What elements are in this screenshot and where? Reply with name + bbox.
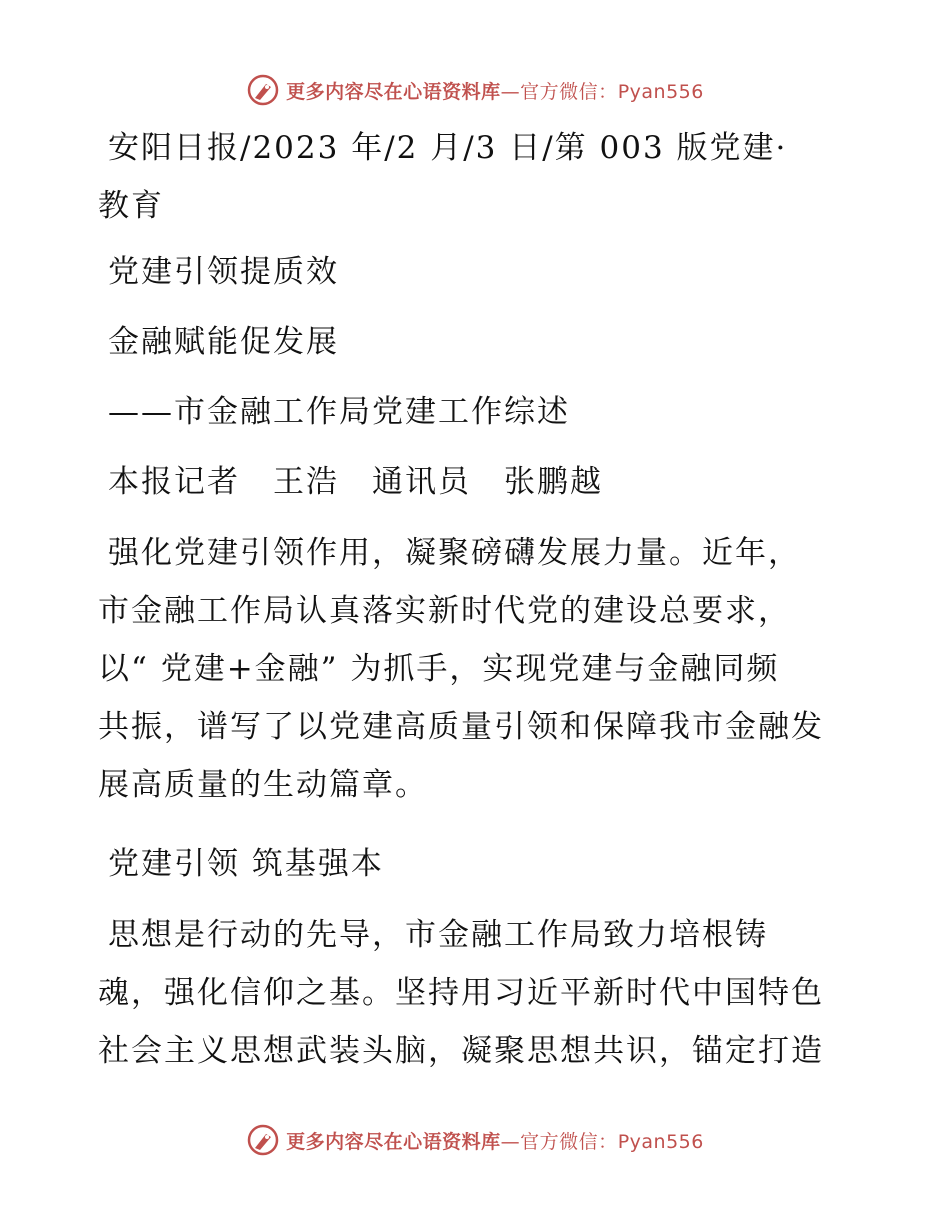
- watermark-separator: —: [500, 80, 521, 103]
- section-heading: 党建引领 筑基强本: [108, 846, 384, 882]
- watermark-label: 官方微信：: [520, 80, 618, 103]
- watermark-brand: 更多内容尽在心语资料库: [286, 80, 501, 103]
- watermark-separator: —: [500, 1130, 521, 1153]
- paragraph-1-line: 强化党建引领作用，凝聚磅礴发展力量。近年，: [108, 535, 801, 571]
- article-body: [98, 128, 858, 1110]
- headline-1: 党建引领提质效: [108, 254, 339, 290]
- source-line-1: 安阳日报/2023 年/2 月/3 日/第 003 版党建·: [108, 130, 788, 166]
- source-line-2: 教育: [98, 188, 164, 224]
- watermark-bottom: [0, 1120, 950, 1160]
- byline: 本报记者 王浩 通讯员 张鹏越: [108, 464, 603, 500]
- headline-2: 金融赋能促发展: [108, 324, 339, 360]
- paragraph-2: [98, 906, 858, 1080]
- pen-nib-circle-icon: [246, 73, 280, 107]
- pen-nib-circle-icon: [246, 1123, 280, 1157]
- watermark-text: [286, 1127, 704, 1154]
- paragraph-1-line: 共振，谱写了以党建高质量引领和保障我市金融发: [98, 709, 824, 745]
- paragraph-1-line: 以“ 党建+金融” 为抓手，实现党建与金融同频: [98, 651, 780, 687]
- paragraph-1-line: 市金融工作局认真落实新时代党的建设总要求，: [98, 593, 791, 629]
- paragraph-1: [98, 524, 858, 814]
- watermark-brand: 更多内容尽在心语资料库: [286, 1130, 501, 1153]
- watermark-text: [286, 77, 704, 104]
- paragraph-1-line: 展高质量的生动篇章。: [98, 767, 428, 803]
- watermark-account: Pyan556: [617, 80, 704, 103]
- watermark-top: [0, 70, 950, 110]
- paragraph-2-line: 思想是行动的先导，市金融工作局致力培根铸: [108, 917, 768, 953]
- paragraph-2-line: 魂，强化信仰之基。坚持用习近平新时代中国特色: [98, 975, 824, 1011]
- watermark-label: 官方微信：: [520, 1130, 618, 1153]
- paragraph-2-line: 社会主义思想武装头脑，凝聚思想共识，锚定打造: [98, 1033, 824, 1069]
- source-block: [98, 128, 858, 226]
- watermark-account: Pyan556: [617, 1130, 704, 1153]
- subtitle: ——市金融工作局党建工作综述: [108, 394, 570, 430]
